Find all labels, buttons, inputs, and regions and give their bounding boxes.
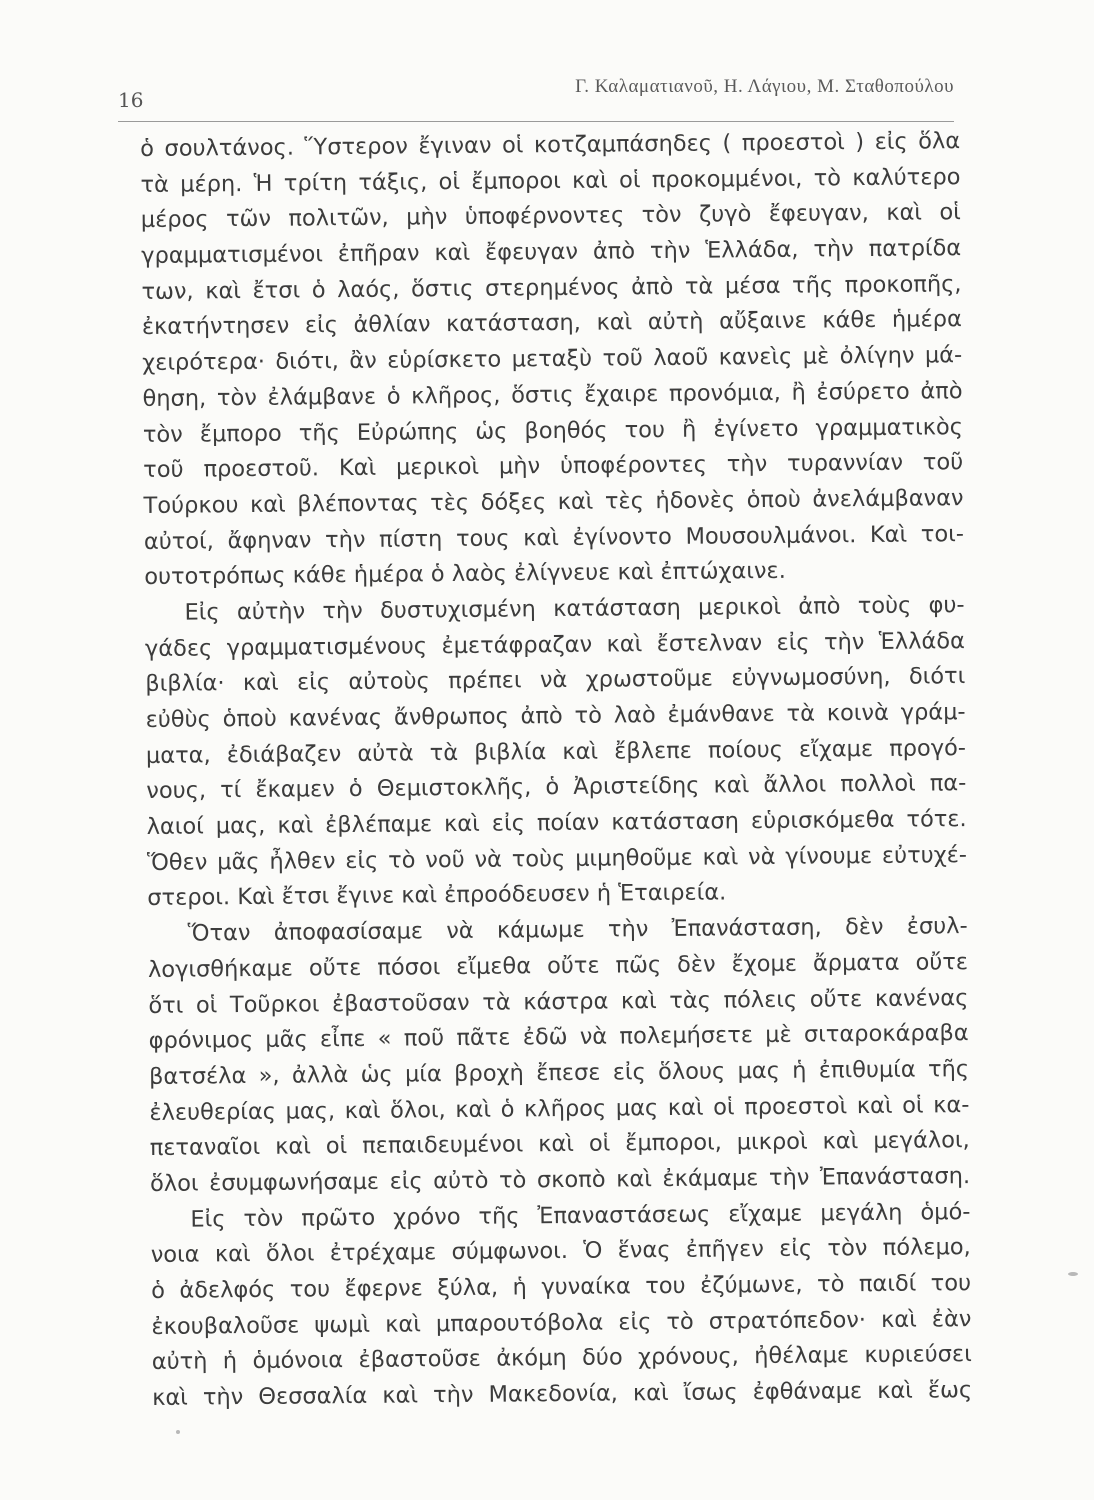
text-line: λογισθήκαμε οὔτε πόσοι εἴμεθα οὔτε πῶς δὲν ἔχομε ἄρματα οὔτε — [147, 948, 969, 983]
page-number: 16 — [118, 88, 144, 112]
ink-speck — [1068, 1272, 1078, 1276]
text-line: αὐτοί, ἄφηναν τὴν πίστη τους καὶ ἐγίνοντο Μουσουλμάνοι. Καὶ τοι- — [143, 520, 965, 555]
text-line: Ὅθεν μᾶς ἦλθεν εἰς τὸ νοῦ νὰ τοὺς μιμηθοῦμε καὶ νὰ γίνουμε εὐτυχέ- — [146, 841, 968, 876]
text-line: Εἰς αὐτὴν τὴν δυστυχισμένη κατάσταση μερικοὶ ἀπὸ τοὺς φυ- — [184, 592, 965, 626]
text-line: ἐκατήντησεν εἰς ἀθλίαν κατάσταση, καὶ αὐτὴ αὔξαινε κάθε ἡμέρα — [141, 306, 962, 341]
text-line: των, καὶ ἔτσι ὁ λαός, ὅστις στερημένος ἀπὸ τὰ μέσα τῆς προκοπῆς, — [141, 270, 962, 305]
header-rule — [118, 121, 954, 122]
text-line: καὶ τὴν Θεσσαλία καὶ τὴν Μακεδονία, καὶ ἴσως ἐφθάναμε καὶ ἕως — [152, 1377, 973, 1412]
text-line: μέρος τῶν πολιτῶν, μὴν ὑποφέρνοντες τὸν ζυγὸ ἔφευγαν, καὶ οἱ — [140, 199, 961, 234]
text-line: Εἰς τὸν πρῶτο χρόνο τῆς Ἐπαναστάσεως εἴχαμε μεγάλη ὁμό- — [190, 1198, 971, 1233]
text-line: πεταναῖοι καὶ οἱ πεπαιδευμένοι καὶ οἱ ἔμποροι, μικροὶ καὶ μεγάλοι, — [149, 1127, 970, 1162]
text-line: νους, τί ἔκαμεν ὁ Θεμιστοκλῆς, ὁ Ἀριστείδης καὶ ἄλλοι πολλοὶ πα- — [146, 770, 967, 805]
body-text — [140, 124, 972, 1417]
text-line: νοια καὶ ὅλοι ἐτρέχαμε σύμφωνοι. Ὁ ἕνας ἐπῆγεν εἰς τὸν πόλεμο, — [150, 1234, 971, 1269]
text-line: βιβλία· καὶ εἰς αὐτοὺς πρέπει νὰ χρωστοῦμε εὐγνωμοσύνη, διότι — [145, 663, 966, 698]
text-line: ὁ σουλτάνος. Ὕστερον ἔγιναν οἱ κοτζαμπάσηδες ( προεστοὶ ) εἰς ὅλα — [140, 128, 961, 162]
text-line: Ὅταν ἀποφασίσαμε νὰ κάμωμε τὴν Ἐπανάσταση, δὲν ἐσυλ- — [187, 913, 968, 947]
text-line: ὅτι οἱ Τοῦρκοι ἐβαστοῦσαν τὰ κάστρα καὶ τὰς πόλεις οὔτε κανένας — [148, 984, 969, 1019]
text-line: θηση, τὸν ἐλάμβανε ὁ κλῆρος, ὅστις ἔχαιρε προνόμια, ἢ ἐσύρετο ἀπὸ — [142, 377, 963, 412]
text-line: εὐθὺς ὁποὺ κανένας ἄνθρωπος ἀπὸ τὸ λαὸ ἐμάνθανε τὰ κοινὰ γράμ- — [145, 699, 966, 733]
text-line: χειρότερα· διότι, ἂν εὑρίσκετο μεταξὺ τοῦ λαοῦ κανεὶς μὲ ὀλίγην μά- — [142, 342, 963, 377]
text-line: ἐλευθερίας μας, καὶ ὅλοι, καὶ ὁ κλῆρος μας καὶ οἱ προεστοὶ καὶ οἱ κα- — [149, 1091, 970, 1126]
text-line: στεροι. Καὶ ἔτσι ἔγινε καὶ ἐπροόδευσεν ἡ Ἑταιρεία. — [147, 879, 727, 912]
text-line: γάδες γραμματισμένους ἐμετάφραζαν καὶ ἔστελναν εἰς τὴν Ἑλλάδα — [144, 627, 966, 662]
text-line: αὐτὴ ἡ ὁμόνοια ἐβαστοῦσε ἀκόμη δύο χρόνους, ἠθέλαμε κυριεύσει — [151, 1341, 972, 1376]
text-line: τὰ μέρη. Ἡ τρίτη τάξις, οἱ ἔμποροι καὶ οἱ προκομμένοι, τὸ καλύτερο — [140, 163, 961, 198]
text-line: λαιοί μας, καὶ ἐβλέπαμε καὶ εἰς ποίαν κατάσταση εὑρισκόμεθα τότε. — [146, 806, 967, 841]
text-line: γραμματισμένοι ἐπῆραν καὶ ἔφευγαν ἀπὸ τὴν Ἑλλάδα, τὴν πατρίδα — [141, 235, 962, 270]
running-head: Γ. Καλαματιανοῦ, Η. Λάγιου, Μ. Σταθοπούλου — [575, 76, 954, 97]
text-line: ουτοτρόπως κάθε ἡμέρα ὁ λαὸς ἐλίγνευε καὶ ἐπτώχαινε. — [144, 558, 786, 591]
page-header — [118, 76, 954, 116]
ink-speck — [176, 1430, 180, 1434]
text-line: ματα, ἐδιάβαζεν αὐτὰ τὰ βιβλία καὶ ἔβλεπε ποίους εἴχαμε προγό- — [145, 734, 967, 769]
text-line: Τούρκου καὶ βλέποντας τὲς δόξες καὶ τὲς ἡδονὲς ὁποὺ ἀνελάμβαναν — [143, 484, 964, 519]
text-line: ὅλοι ἐσυμφωνήσαμε εἰς αὐτὸ τὸ σκοπὸ καὶ ἐκάμαμε τὴν Ἐπανάσταση. — [149, 1163, 971, 1197]
text-line: φρόνιμος μᾶς εἶπε « ποῦ πᾶτε ἐδῶ νὰ πολεμήσετε μὲ σιταροκάραβα — [148, 1020, 969, 1055]
text-line: ὁ ἀδελφός του ἔφερνε ξύλα, ἡ γυναίκα του ἐζύμωνε, τὸ παιδί του — [151, 1270, 972, 1304]
text-line: τοῦ προεστοῦ. Καὶ μερικοὶ μὴν ὑποφέροντες τὴν τυραννίαν τοῦ — [143, 449, 964, 484]
text-line: τὸν ἔμπορο τῆς Εὐρώπης ὡς βοηθός του ἢ ἐγίνετο γραμματικὸς — [142, 413, 963, 448]
text-line: βατσέλα », ἀλλὰ ὡς μία βροχὴ ἔπεσε εἰς ὅλους μας ἡ ἐπιθυμία τῆς — [148, 1055, 970, 1090]
text-line: ἐκουβαλοῦσε ψωμὶ καὶ μπαρουτόβολα εἰς τὸ στρατόπεδον· καὶ ἐὰν — [151, 1305, 972, 1340]
